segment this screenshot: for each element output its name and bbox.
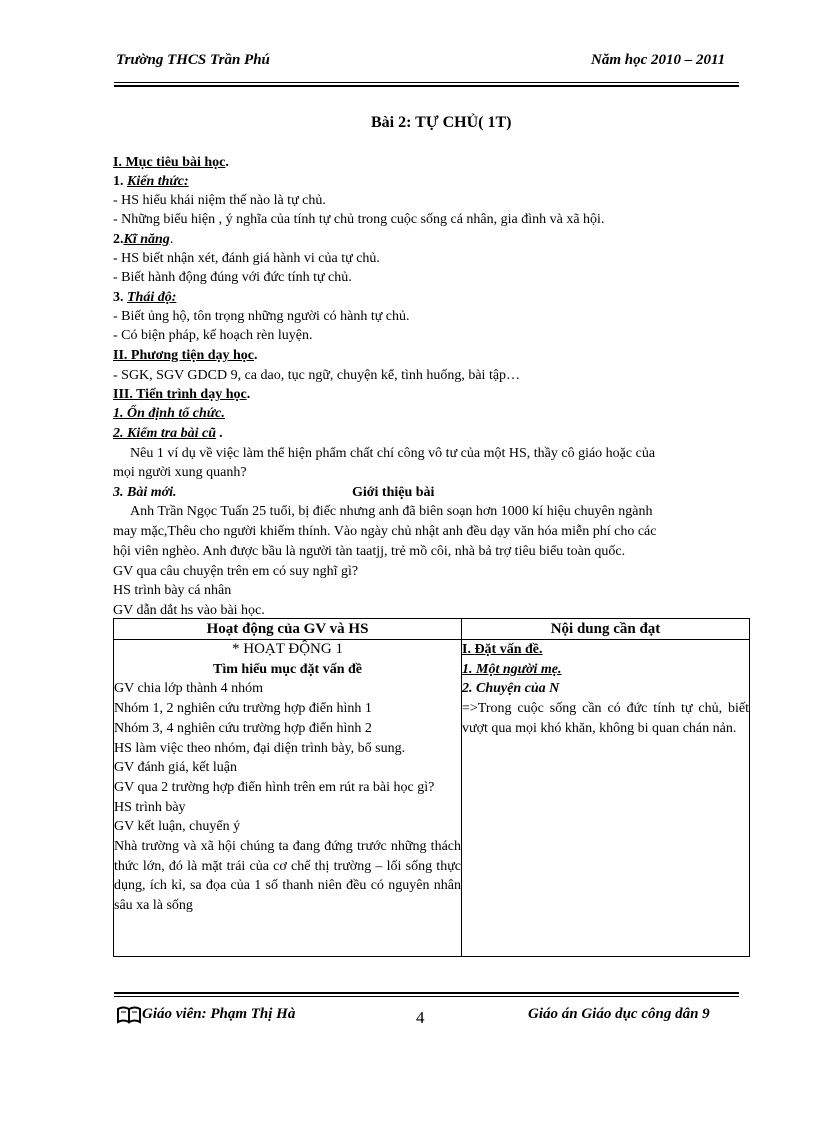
step-2-text: 2. Kiểm tra bài cũ: [113, 426, 217, 441]
activity-paragraph: HS làm việc theo nhóm, đại diện trình bày, bổ sung.: [114, 740, 406, 756]
table-header-row: [114, 619, 750, 640]
content-text: =>Trong cuộc sống cần có đức tính tự chủ, biết vượt qua mọi khó khăn, không bi quan chán nản.: [462, 701, 749, 736]
activity-line: HS trình bày: [114, 799, 186, 815]
activity-line: Nhóm 3, 4 nghiên cứu trường hợp điển hình 2: [114, 720, 372, 736]
footer-rule: [114, 996, 739, 997]
activity-line: GV kết luận, chuyển ý: [114, 819, 241, 835]
attitude-heading: [113, 288, 176, 307]
knowledge-item-1: - HS hiểu khái niệm thế nào là tự chủ.: [113, 193, 326, 208]
activity-cell: [114, 640, 462, 957]
lesson-title: Bài 2: TỰ CHỦ( 1T): [371, 114, 512, 131]
intro-line-3: hội viên nghèo. Anh được bầu là người tàn taatjj, trẻ mồ côi, nhà bả trợ tiêu biểu toàn quốc.: [113, 544, 626, 559]
content-item-1: 1. Một người mẹ.: [462, 661, 562, 677]
content-cell: [462, 640, 750, 957]
book-icon: [116, 1005, 142, 1025]
knowledge-item-2: - Những biểu hiện , ý nghĩa của tính tự chủ trong cuộc sống cá nhân, gia đình và xã hội.: [113, 212, 605, 227]
school-year: Năm học 2010 – 2011: [591, 52, 726, 68]
intro-line-2: may mặc,Thêu cho người khiếm thính. Vào ngày chủ nhật anh đều dạy văn hóa miễn phí cho các: [113, 524, 657, 539]
section-1-heading-text: I. Mục tiêu bài học: [113, 155, 226, 170]
section-2-heading-text: II. Phương tiện dạy học: [113, 348, 255, 363]
school-name: Trường THCS Trần Phú: [116, 52, 270, 68]
col-content-header: Nội dung cần đạt: [462, 619, 750, 640]
activity-cell-body: [114, 640, 461, 956]
dialog-line-1: GV qua câu chuyện trên em có suy nghĩ gì?: [113, 564, 359, 579]
attitude-num: 3.: [113, 290, 124, 305]
skills-num: 2.: [113, 232, 124, 247]
intro-line-1: Anh Trần Ngọc Tuấn 25 tuổi, bị điếc nhưng anh đã biên soạn hơn 1000 kí hiệu chuyên ngành: [130, 504, 653, 519]
knowledge-label: Kiến thức:: [127, 174, 189, 189]
table-row: [114, 640, 750, 957]
dialog-line-3: GV dẫn dắt hs vào bài học.: [113, 603, 265, 618]
question-line-2: mọi người xung quanh?: [113, 465, 247, 480]
header-rule-thick: [114, 85, 739, 87]
content-heading: I. Đặt vấn đề.: [462, 642, 543, 657]
footer-rule-thick: [114, 992, 739, 994]
activity-subtitle: Tìm hiểu mục đặt vấn đề: [213, 661, 362, 677]
lesson-table: [113, 618, 750, 957]
section-2-content: - SGK, SGV GDCD 9, ca dao, tục ngữ, chuyện kể, tình huống, bài tập…: [113, 368, 521, 383]
step-2: 2. Kiểm tra bài cũ .: [113, 426, 224, 441]
activity-paragraph: GV qua 2 trường hợp điển hình trên em rút ra bài học gì?: [114, 779, 435, 795]
page-number: 4: [416, 1008, 425, 1027]
header-rule: [114, 82, 739, 83]
step-1: 1. Ổn định tổ chức.: [113, 406, 225, 421]
skills-item-2: - Biết hành động đúng với đức tính tự chủ.: [113, 270, 352, 285]
dialog-line-2: HS trình bày cá nhân: [113, 583, 232, 598]
skills-heading: 2.Kĩ năng.: [113, 232, 174, 247]
subject-title: Giáo án Giáo dục công dân 9: [528, 1006, 710, 1022]
step-3: 3. Bài mới.: [113, 485, 177, 500]
activity-paragraph: Nhà trường và xã hội chúng ta đang đứng trước những thách thức lớn, đó là mặt trái của cơ chế thị trường – lối sống thực dụng, ích kỉ, sa đọa của 1 số thanh niên đều có nguyên nhân sâu xa là sống: [114, 839, 461, 914]
skills-item-1: - HS biết nhận xét, đánh giá hành vi của tự chủ.: [113, 251, 380, 266]
activity-line: GV chia lớp thành 4 nhóm: [114, 681, 264, 697]
section-3-heading-text: III. Tiến trình dạy học: [113, 387, 247, 402]
section-1-heading: I. Mục tiêu bài học.: [113, 155, 229, 170]
section-3-heading: III. Tiến trình dạy học.: [113, 387, 251, 402]
skills-label: Kĩ năng: [123, 232, 170, 247]
content-item-2: 2. Chuyện của N: [462, 681, 560, 697]
attitude-item-1: - Biết ủng hộ, tôn trọng những người có hành tự chủ.: [113, 309, 410, 324]
col-activity-header: Hoạt động của GV và HS: [114, 619, 462, 640]
intro-heading: Giới thiệu bài: [352, 485, 435, 500]
knowledge-num: 1.: [113, 174, 124, 189]
attitude-item-2: - Có biện pháp, kế hoạch rèn luyện.: [113, 328, 313, 343]
section-2-heading: II. Phương tiện dạy học.: [113, 348, 258, 363]
activity-title: * HOẠT ĐỘNG 1: [232, 641, 343, 657]
knowledge-heading: [113, 172, 189, 191]
attitude-label: Thái độ:: [127, 290, 177, 305]
activity-line: GV đánh giá, kết luận: [114, 760, 237, 776]
question-line-1: Nêu 1 ví dụ về việc làm thể hiện phẩm chất chí công vô tư của một HS, thầy cô giáo hoặc của: [130, 446, 656, 461]
activity-line: Nhóm 1, 2 nghiên cứu trường hợp điển hình 1: [114, 701, 372, 717]
teacher-name: Giáo viên: Phạm Thị Hà: [142, 1006, 296, 1022]
